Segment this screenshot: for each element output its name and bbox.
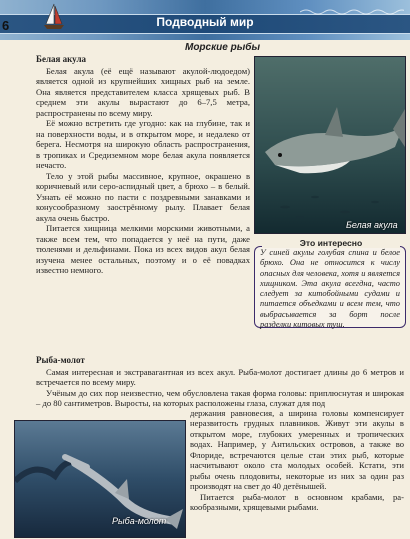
hammerhead-article-intro bbox=[36, 355, 404, 409]
hammerhead-caption: Рыба-молот bbox=[112, 516, 167, 526]
hammerhead-article-side bbox=[190, 408, 404, 513]
paragraph: Тело у этой рыбы массивное, крупное, окрашено в коричневый или серо-аспидный цвет, а брюхо – в белый. Узнать её можно по пасти с поздревными занавками и конусообразному заострённому рылу. Плавает белая акула очень быстро. bbox=[36, 170, 250, 223]
white-shark-image bbox=[254, 56, 406, 234]
paragraph: Самая интересная и экстравагантная из всех акул. Рыба-молот достигает длины до 6 метров и встречается по всему миру. bbox=[36, 366, 404, 388]
white-shark-article bbox=[36, 54, 250, 276]
info-box-text: У синей акулы голубая спина и белое брюхо. Она не относится к числу опасных для человека, хотя и является хищником. Эта акула всегдна, часто следует за китобойными судами и питается объедками и всем тем, что выбрасывается за борт после разделки китовых туш. bbox=[260, 248, 400, 329]
paragraph: Учёным до сих пор неизвестно, чем обусловлена такая форма головы: приплюснутая и широкая – до 80 сантиметров. Выросты, на которых расположены глаза, служат для под bbox=[36, 387, 404, 409]
paragraph: Питается хищница мелкими морскими животными, а также всем тем, что попадается у неё на пути, даже тюленями и дельфинами. Пока из всех видов акул белая изучена менее остальных, поэтому и о её повадках известно немного. bbox=[36, 223, 250, 276]
white-shark-heading: Белая акула bbox=[36, 54, 86, 64]
paragraph: Питается рыба-молот в основном крабами, ракообразными, хрящевыми рыбами. bbox=[190, 491, 404, 513]
paragraph: Её можно встретить где угодно: как на глубине, так и на поверхности воды, и в открытом море, и недалеко от берега. Несмотря на широкую область распространения, в тропиках и Средиземном море белая акула появляется нечасто. bbox=[36, 118, 250, 171]
wave-decoration-icon bbox=[300, 8, 404, 16]
section-title: Подводный мир bbox=[156, 15, 254, 29]
paragraph: держания равновесия, а ширина головы компенсирует неразвитость грудных плавников. Живут эти акулы в открытом море, глубоких умеренных и тропических водах. Например, у Антильских островов, а также во Флориде, встречаются целые стаи этих рыб, которые насчитывают около ста молодых особей. Кстати, эти рыбы очень плодовиты, некоторые из них за один раз производят на свет до 40 детёнышей. bbox=[190, 408, 404, 492]
subsection-title: Морские рыбы bbox=[184, 42, 260, 53]
page-number: 6 bbox=[2, 18, 10, 33]
hammerhead-heading: Рыба-молот bbox=[36, 355, 85, 365]
sailboat-icon bbox=[40, 2, 68, 30]
white-shark-caption: Белая акула bbox=[346, 220, 398, 230]
info-box-title: Это интересно bbox=[262, 238, 400, 248]
paragraph: Белая акула (её ещё называют акулой-людоедом) является одной из крупнейших хищных рыб на земле. Она является представителем класса хрящевых рыб. В среднем эти акулы вырастают до 6–7,5 метра, распространены по всему миру. bbox=[36, 65, 250, 118]
